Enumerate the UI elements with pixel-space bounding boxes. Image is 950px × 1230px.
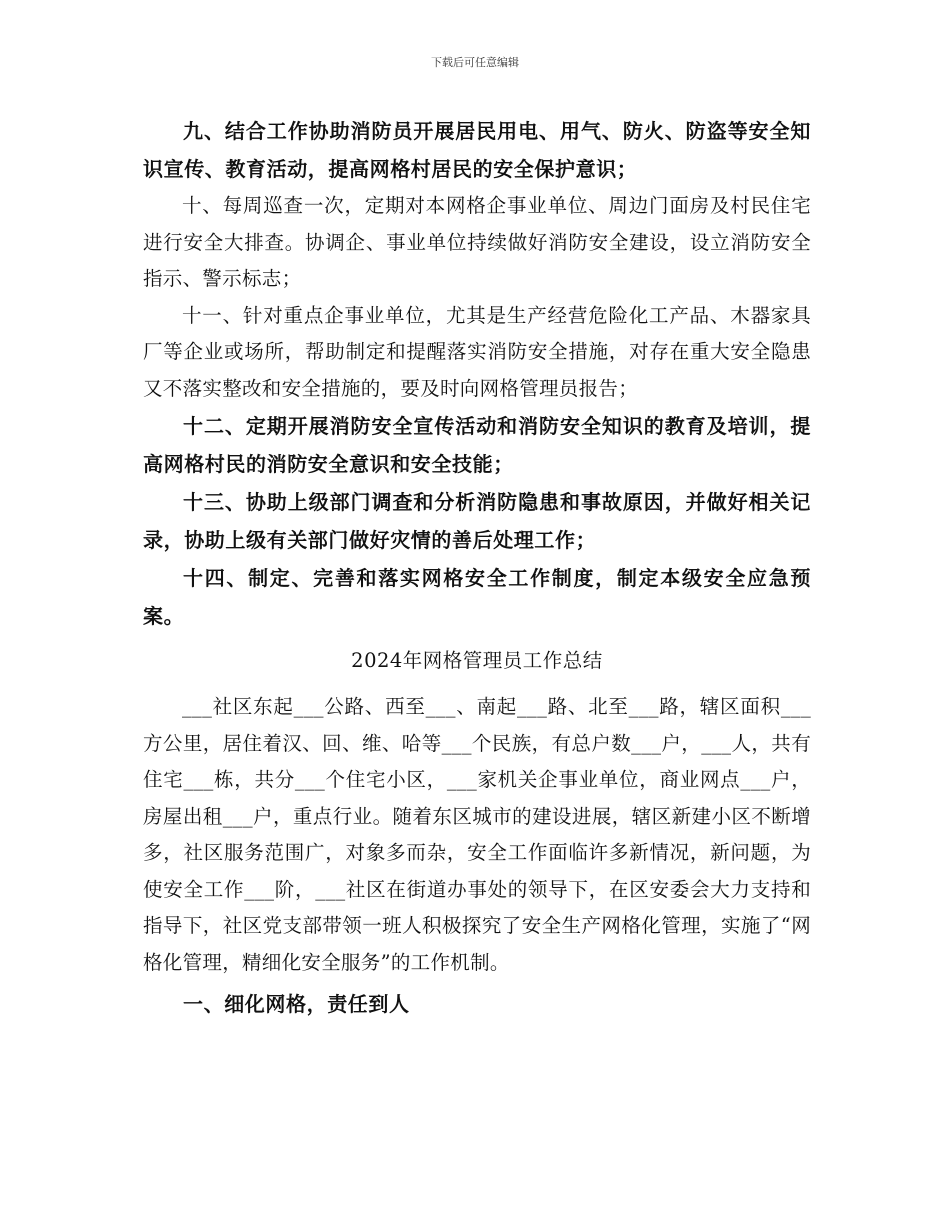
paragraph-item-12: 十二、定期开展消防安全宣传活动和消防安全知识的教育及培训，提高网格村民的消防安全意识和安全技能；	[143, 414, 811, 476]
paragraph-item-9: 九、结合工作协助消防员开展居民用电、用气、防火、防盗等安全知识宣传、教育活动，提高网格村居民的安全保护意识；	[143, 119, 811, 181]
paragraph-item-10: 十、每周巡查一次，定期对本网格企事业单位、周边门面房及村民住宅进行安全大排查。协调企、事业单位持续做好消防安全建设，设立消防安全指示、警示标志；	[143, 194, 811, 290]
section-heading-1: 一、细化网格，责任到人	[183, 992, 410, 1016]
paragraph-item-11: 十一、针对重点企事业单位，尤其是生产经营危险化工产品、木器家具厂等企业或场所，帮助制定和提醒落实消防安全措施，对存在重大安全隐患又不落实整改和安全措施的，要及时向网格管理员报告；	[143, 303, 811, 400]
summary-intro-paragraph: ___社区东起___公路、西至___、南起___路、北至___路，辖区面积___方公里，居住着汉、回、维、哈等___个民族，有总户数___户，___人，共有住宅___栋，共分___个住宅小区，___家机关企事业单位，商业网点___户，房屋出租___户，重点行业。随着东区城市的建设进展，辖区新建小区不断增多，社区服务范围广，对象多而杂，安全工作面临许多新情况，新问题，为使安全工作___阶，___社区在街道办事处的领导下，在区安委会大力支持和指导下，社区党支部带领一班人积极探究了安全生产网格化管理，实施了“网格化管理，精细化安全服务”的工作机制。	[143, 695, 811, 974]
paragraph-item-13: 十三、协助上级部门调查和分析消防隐患和事故原因，并做好相关记录，协助上级有关部门做好灾情的善后处理工作；	[143, 490, 811, 552]
summary-title: 2024年网格管理员工作总结	[351, 649, 603, 672]
paragraph-item-14: 十四、制定、完善和落实网格安全工作制度，制定本级安全应急预案。	[143, 566, 811, 628]
page-header: 下载后可任意编辑	[431, 56, 519, 69]
document-body	[143, 112, 811, 1023]
